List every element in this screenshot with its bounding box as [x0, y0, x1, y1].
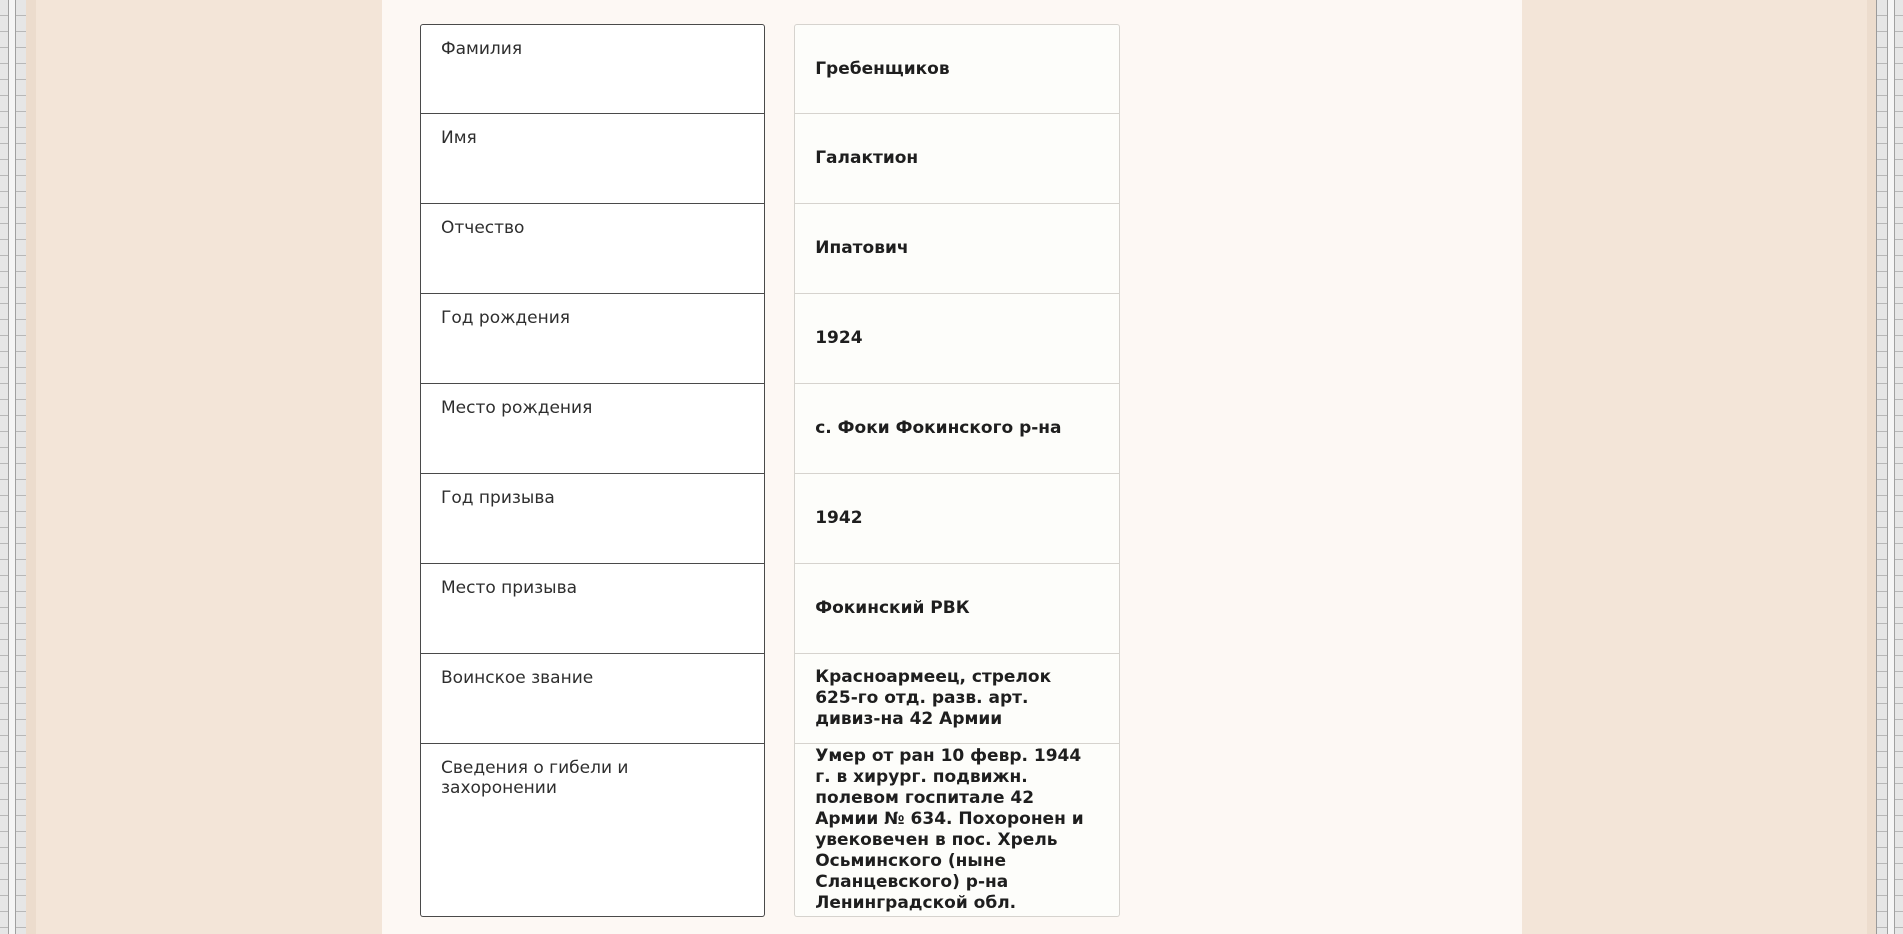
row-military-rank — [420, 654, 1120, 744]
value-draft-year-text: 1942 — [815, 508, 863, 528]
value-death-burial-info-text: Умер от ран 10 февр. 1944 г. в хирург. подвижн. полевом госпитале 42 Армии № 634. Похоронен и увековечен в пос. Хрель Осьминского (ныне Сланцевского) р-на Ленинградской обл. — [815, 746, 1084, 913]
label-death-burial-info: Сведения о гибели и захоронении — [420, 744, 765, 917]
row-draft-year — [420, 474, 1120, 564]
value-military-rank — [794, 654, 1120, 744]
value-surname-text: Гребенщиков — [815, 58, 950, 79]
label-patronymic: Отчество — [420, 204, 765, 294]
soldier-record-form — [420, 24, 1120, 917]
value-draft-place-text: Фокинский РВК — [815, 598, 970, 618]
value-first-name — [794, 114, 1120, 204]
row-death-burial-info — [420, 744, 1120, 917]
label-surname: Фамилия — [420, 24, 765, 114]
value-first-name-text: Галактион — [815, 148, 919, 168]
value-military-rank-text: Красноармеец, стрелок 625-го отд. разв. арт. дивиз-на 42 Армии — [815, 667, 1052, 729]
value-patronymic — [794, 204, 1120, 294]
label-draft-year: Год призыва — [420, 474, 765, 564]
row-patronymic — [420, 204, 1120, 294]
left-background-band — [26, 0, 36, 934]
value-death-burial-info — [794, 744, 1120, 917]
row-surname — [420, 24, 1120, 114]
label-first-name: Имя — [420, 114, 765, 204]
value-draft-year — [794, 474, 1120, 564]
value-birth-place — [794, 384, 1120, 474]
label-military-rank: Воинское звание — [420, 654, 765, 744]
row-draft-place — [420, 564, 1120, 654]
left-edge-rail — [0, 0, 27, 934]
right-edge-rail — [1876, 0, 1903, 934]
value-surname — [794, 24, 1120, 114]
label-birth-place: Место рождения — [420, 384, 765, 474]
label-birth-year: Год рождения — [420, 294, 765, 384]
row-first-name — [420, 114, 1120, 204]
value-patronymic-text: Ипатович — [815, 238, 909, 258]
value-birth-place-text: с. Фоки Фокинского р-на — [815, 418, 1062, 438]
row-birth-year — [420, 294, 1120, 384]
value-draft-place — [794, 564, 1120, 654]
value-birth-year-text: 1924 — [815, 328, 863, 348]
label-draft-place: Место призыва — [420, 564, 765, 654]
value-birth-year — [794, 294, 1120, 384]
row-birth-place — [420, 384, 1120, 474]
